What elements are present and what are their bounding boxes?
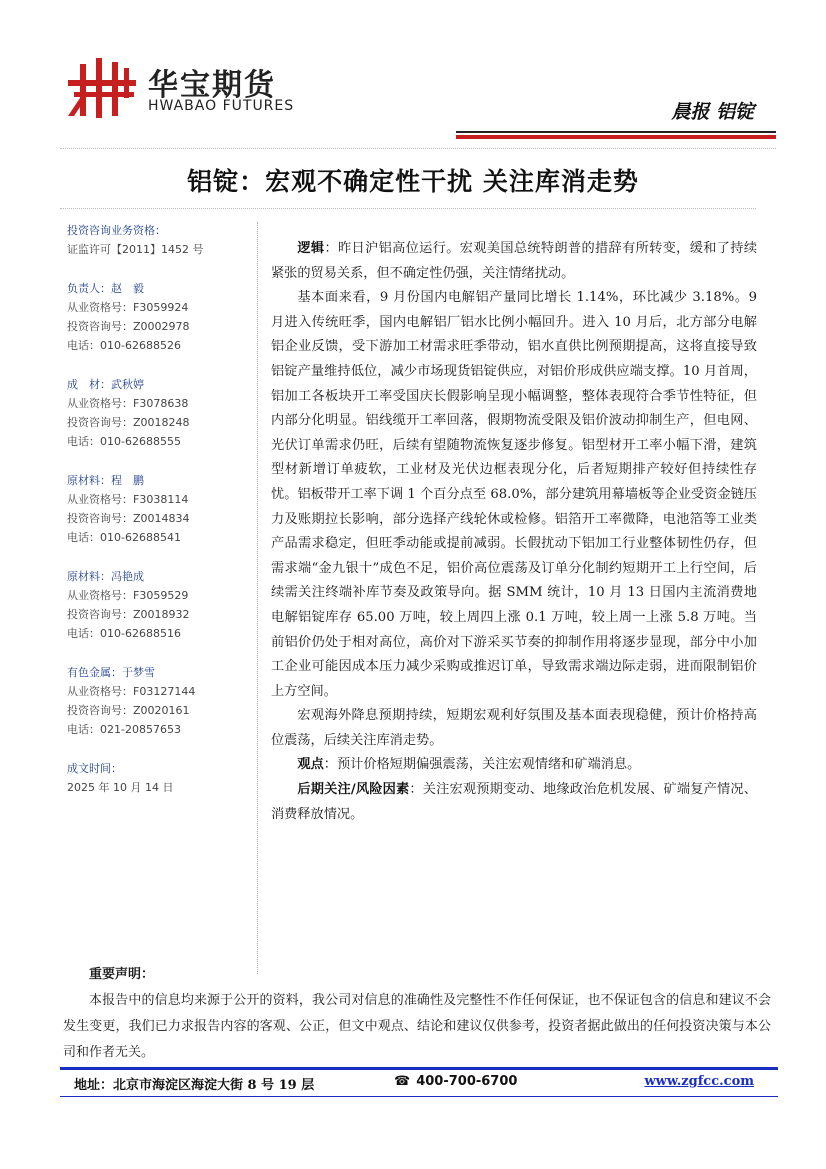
sidebar-line: 电话：010-62688555 — [67, 435, 181, 449]
company-logo — [66, 58, 316, 120]
sidebar-line: 电话：010-62688526 — [67, 339, 181, 353]
logic-text: ：昨日沪铝高位运行。宏观美国总统特朗普的措辞有所转变，缓和了持续紧张的贸易关系，但不确定性仍强，关注情绪扰动。 — [271, 241, 758, 281]
sidebar-block — [67, 471, 247, 548]
sidebar-line: 投资咨询号：Z0014834 — [67, 512, 190, 525]
sidebar-line: 2025 年 10 月 14 日 — [67, 780, 174, 794]
risk-label: 后期关注/风险因素 — [297, 782, 410, 798]
title-dotted-divider — [60, 208, 756, 209]
phone-icon: ☎ — [394, 1074, 411, 1089]
footer-divider — [60, 1067, 778, 1070]
footer-phone-number: 400-700-6700 — [416, 1074, 518, 1089]
sidebar-line: 从业资格号：F3038114 — [67, 492, 189, 506]
report-type: 晨报 铝锭 — [671, 101, 754, 123]
sidebar-line: 证监许可【2011】1452 号 — [67, 243, 204, 257]
sidebar-line: 电话：010-62688541 — [67, 531, 181, 545]
sidebar-line: 从业资格号：F03127144 — [67, 684, 196, 698]
sidebar-line: 从业资格号：F3059529 — [67, 588, 189, 602]
footer-website-link[interactable]: www.zgfcc.com — [644, 1074, 754, 1089]
sidebar-block — [67, 279, 247, 356]
view-text: ：预计价格短期偏强震荡，关注宏观情绪和矿端消息。 — [323, 757, 641, 773]
footer-phone — [394, 1074, 517, 1089]
fundamentals-paragraph: 基本面来看，9 月份国内电解铝产量同比增长 1.14%，环比减少 3.18%。9 月进入传统旺季，国内电解铝厂铝水比例小幅回升。进入 10 月后，北方部分电解铝企业反馈，受下游加工材需求旺季带动，铝水直供比例预期提高，这将直接导致铝锭产量维持低位，减少市场现货铝锭供应，对铝价形成供应端支撑。10 月首周，铝加工各板块开工率受国庆长假影响呈现小幅调整，整体表现符合季节性特征，但内部分化明显。铝线缆开工率回落，假期物流受限及铝价波动抑制生产，但电网、光伏订单需求仍旺，后续有望随物流恢复逐步修复。铝型材开工率小幅下滑，建筑型材新增订单疲软，工业材及光伏边框表现分化，后者短期排产较好但持续性存忧。铝板带开工率下调 1 个百分点至 68.0%，部分建筑用幕墙板等企业受资金链压力及账期拉长影响，部分选择产线轮休或检修。铝箔开工率微降，电池箔等工业类产品需求稳定，但旺季动能或提前减弱。长假扰动下铝加工行业整体韧性仍存，但需求端“金九银十”成色不足，铝价高位震荡及订单分化制约短期开工上行空间，后续需关注终端补库节奏及政策导向。据 SMM 统计，10 月 13 日国内主流消费地电解铝锭库存 65.00 万吨，较上周四上涨 0.1 万吨，较上周一上涨 5.8 万吨。当前铝价仍处于相对高位，高价对下游采买节奏的抑制作用将逐步显现，部分中小加工企业可能因成本压力减少采购或推迟订单，导致需求端边际走弱，进而限制铝价上方空间。 — [271, 290, 757, 699]
sidebar-line: 投资咨询业务资格： — [67, 224, 166, 237]
header-dotted-divider — [60, 148, 776, 149]
sidebar-line: 投资咨询号：Z0020161 — [67, 704, 190, 717]
sidebar-divider — [257, 222, 258, 974]
sidebar-line: 负责人：赵 毅 — [67, 281, 144, 295]
sidebar-line: 原材料：程 鹏 — [67, 473, 144, 487]
sidebar-line: 成文时间： — [67, 761, 122, 775]
header-divider — [456, 131, 776, 133]
sidebar-line: 投资咨询号：Z0018932 — [67, 608, 190, 621]
sidebar-line: 电话：021-20857653 — [67, 723, 181, 737]
sidebar-line: 从业资格号：F3078638 — [67, 396, 189, 410]
sidebar-block — [67, 375, 247, 452]
logo-mark-icon — [66, 58, 138, 118]
sidebar-block — [67, 221, 247, 259]
sidebar-block — [67, 567, 247, 644]
risk-text: ：关注宏观预期变动、地缘政治危机发展、矿端复产情况、消费释放情况。 — [271, 782, 757, 822]
disclaimer-heading: 重要声明： — [89, 967, 155, 982]
footer-address: 地址：北京市海淀区海淀大街 8 号 19 层 — [74, 1078, 315, 1093]
view-label: 观点 — [297, 757, 324, 773]
logo-text-cn: 华宝期货 — [148, 68, 276, 103]
view-paragraph — [271, 753, 757, 778]
sidebar-line: 投资咨询号：Z0018248 — [67, 416, 190, 429]
page-title: 铝锭：宏观不确定性干扰 关注库消走势 — [187, 167, 639, 196]
logic-paragraph — [271, 237, 757, 286]
sidebar-line: 原材料：冯艳成 — [67, 569, 144, 583]
logic-label: 逻辑 — [297, 241, 325, 256]
disclaimer-text: 本报告中的信息均来源于公开的资料，我公司对信息的准确性及完整性不作任何保证，也不保证包含的信息和建议不会发生变更，我们已力求报告内容的客观、公正，但文中观点、结论和建议仅供参考，投资者据此做出的任何投资决策与本公司和作者无关。 — [63, 993, 771, 1060]
analyst-sidebar — [67, 221, 247, 816]
risk-paragraph — [271, 778, 757, 827]
disclaimer — [63, 962, 771, 1066]
sidebar-line: 有色金属：于梦雪 — [67, 665, 155, 679]
sidebar-line: 成 材：武秋婷 — [67, 377, 144, 391]
macro-paragraph: 宏观海外降息预期持续，短期宏观利好氛围及基本面表现稳健，预计价格持高位震荡，后续关注库消走势。 — [271, 708, 757, 748]
sidebar-line: 从业资格号：F3059924 — [67, 300, 189, 314]
sidebar-line: 电话：010-62688516 — [67, 627, 181, 641]
sidebar-block — [67, 759, 247, 797]
sidebar-line: 投资咨询号：Z0002978 — [67, 320, 190, 333]
logo-text-en: HWABAO FUTURES — [148, 98, 295, 114]
sidebar-block — [67, 663, 247, 740]
header-divider-red — [456, 135, 776, 139]
report-body — [271, 237, 757, 827]
footer-divider-bottom — [60, 1096, 778, 1097]
